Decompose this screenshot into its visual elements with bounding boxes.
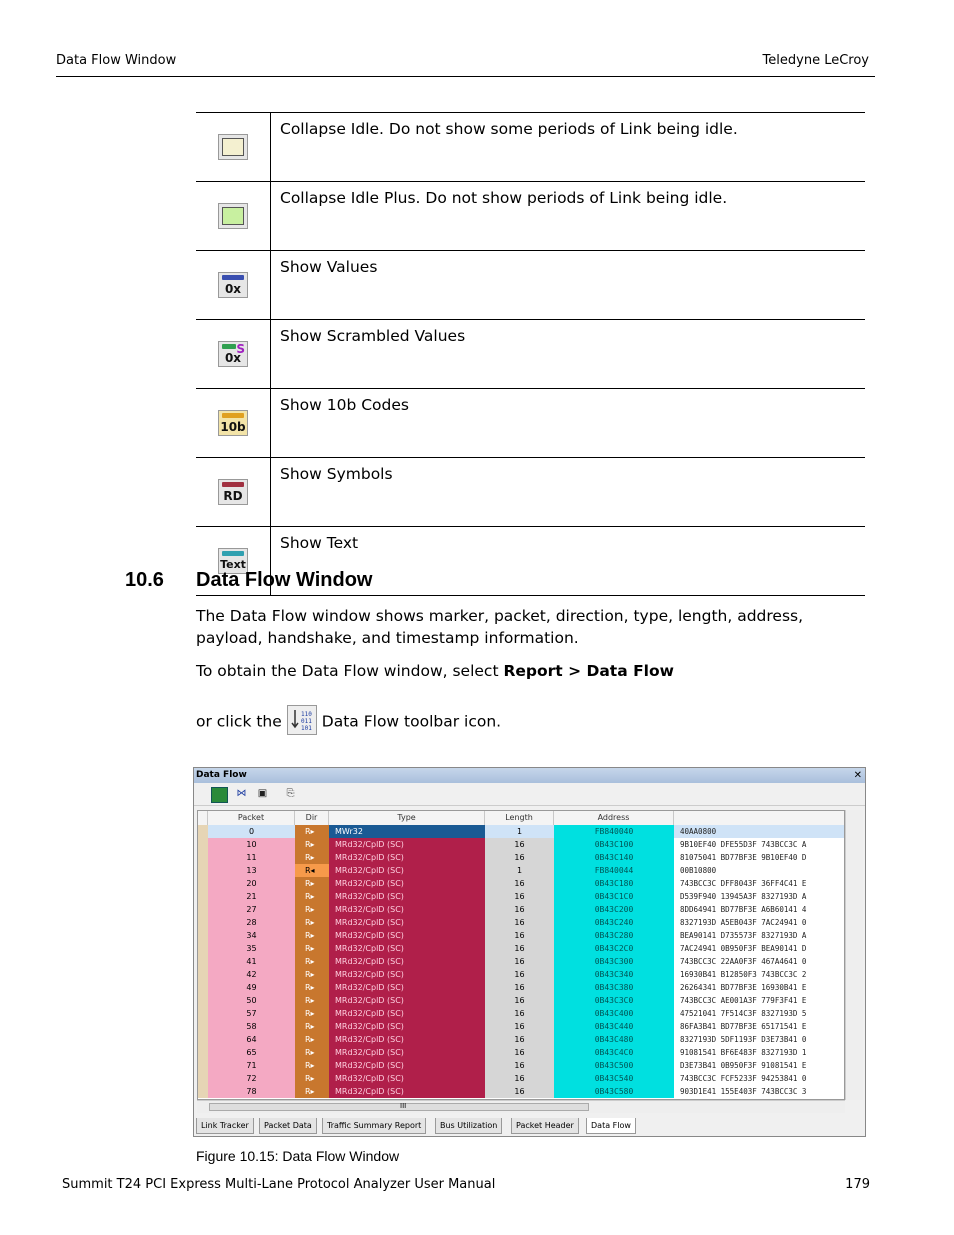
payload-cell: 8DD64941 BD77BF3E A6B60141 4 [680,905,807,914]
row-marker[interactable] [198,981,208,994]
packet-cell: 57 [208,1007,295,1020]
icon-row-show-10b-codes [196,389,865,458]
row-marker[interactable] [198,1072,208,1085]
address-cell: 0B43C400 [554,1007,674,1020]
row-marker[interactable] [198,890,208,903]
svg-text:110: 110 [300,711,312,718]
vertical-scrollbar[interactable] [845,810,863,1100]
window-titlebar [194,768,865,783]
icon-row-show-values [196,251,865,320]
length-cell: 16 [485,1033,554,1046]
payload-cell: 91081541 BF6E483F 8327193D 1 [680,1048,807,1057]
row-marker[interactable] [198,903,208,916]
dir-cell: R▸ [295,981,329,994]
dir-cell: R▸ [295,1007,329,1020]
section-number: 10.6 [125,569,164,591]
table-row[interactable] [198,1033,845,1046]
dir-cell: R▸ [295,838,329,851]
dir-cell: R▸ [295,1059,329,1072]
length-cell: 16 [485,955,554,968]
payload-cell: 26264341 BD77BF3E 16930B41 E [680,983,807,992]
column-header-type[interactable]: Type [329,811,485,825]
dir-cell: R▸ [295,1072,329,1085]
row-marker[interactable] [198,994,208,1007]
address-cell: 0B43C180 [554,877,674,890]
length-cell: 16 [485,942,554,955]
length-cell: 16 [485,1046,554,1059]
marker-header [198,811,208,825]
grid-view-icon[interactable] [211,787,228,803]
type-cell: MRd32/CplD (SC) [329,890,485,903]
address-cell: 0B43C300 [554,955,674,968]
packet-cell: 27 [208,903,295,916]
row-marker[interactable] [198,1059,208,1072]
show-10b-codes-icon: 10b [218,410,248,436]
payload-cell: 9B10EF40 DFE55D3F 743BCC3C A [680,840,807,849]
row-marker[interactable] [198,942,208,955]
payload-cell: 16930B41 B12850F3 743BCC3C 2 [680,970,807,979]
column-header-payload[interactable] [674,811,845,825]
type-cell: MRd32/CplD (SC) [329,838,485,851]
type-cell: MRd32/CplD (SC) [329,903,485,916]
dir-cell: R▸ [295,903,329,916]
packet-cell: 50 [208,994,295,1007]
table-row[interactable] [198,903,845,916]
length-cell: 1 [485,864,554,877]
table-row[interactable] [198,1007,845,1020]
payload-cell: 81075041 BD77BF3E 9B10EF40 D [680,853,807,862]
address-cell: 0B43C480 [554,1033,674,1046]
address-cell: 0B43C440 [554,1020,674,1033]
menu-path: Report > Data Flow [503,662,674,680]
payload-cell: BEA90141 D735573F 8327193D A [680,931,807,940]
length-cell: 16 [485,838,554,851]
row-marker[interactable] [198,1020,208,1033]
length-cell: 16 [485,851,554,864]
packet-cell: 41 [208,955,295,968]
length-cell: 16 [485,994,554,1007]
address-cell: 0B43C380 [554,981,674,994]
section-title: Data Flow Window [196,569,373,591]
row-marker[interactable] [198,1033,208,1046]
packet-cell: 49 [208,981,295,994]
row-marker[interactable] [198,877,208,890]
address-cell: 0B43C580 [554,1085,674,1098]
type-cell: MRd32/CplD (SC) [329,929,485,942]
show-values-icon: 0x [218,272,248,298]
dir-cell: R▸ [295,877,329,890]
icon-desc: Show 10b Codes [271,389,866,458]
length-cell: 16 [485,1085,554,1098]
figure-caption: Figure 10.15: Data Flow Window [196,1148,400,1164]
length-cell: 1 [485,825,554,838]
save-icon[interactable]: ▣ [257,788,268,799]
packet-cell: 20 [208,877,295,890]
tab-packet-header[interactable]: Packet Header [511,1118,579,1134]
column-header-packet[interactable]: Packet [208,811,295,825]
row-marker[interactable] [198,1007,208,1020]
data-flow-window [193,767,866,1137]
export-icon[interactable]: ⎘ [286,788,295,799]
dir-cell: R▸ [295,1033,329,1046]
dir-cell: R▸ [295,890,329,903]
dir-cell: R▸ [295,1085,329,1098]
scroll-thumb[interactable]: III [209,1103,589,1111]
type-cell: MRd32/CplD (SC) [329,1059,485,1072]
payload-cell: 903D1E41 155E403F 743BCC3C 3 [680,1087,807,1096]
type-cell: MRd32/CplD (SC) [329,1046,485,1059]
data-flow-grid [197,810,845,1100]
type-cell: MRd32/CplD (SC) [329,955,485,968]
tab-link-tracker[interactable]: Link Tracker [196,1118,254,1134]
address-cell: FB840040 [554,825,674,838]
length-cell: 16 [485,1020,554,1033]
paragraph-toolbar: or click the 110 011 101 Data Flow toolbar icon. [196,707,866,737]
table-row[interactable] [198,864,845,877]
packet-cell: 11 [208,851,295,864]
table-row[interactable] [198,981,845,994]
show-text-icon: Text [218,548,248,574]
svg-text:011: 011 [300,718,312,725]
payload-cell: 00B10800 [680,866,717,875]
address-cell: 0B43C3C0 [554,994,674,1007]
payload-cell: 47521041 7F514C3F 8327193D 5 [680,1009,807,1018]
type-cell: MRd32/CplD (SC) [329,968,485,981]
header-left: Data Flow Window [56,53,177,68]
dir-cell: R▸ [295,942,329,955]
type-cell: MRd32/CplD (SC) [329,942,485,955]
icon-desc: Collapse Idle. Do not show some periods of Link being idle. [271,113,866,182]
table-row[interactable] [198,1085,845,1098]
packet-cell: 13 [208,864,295,877]
table-row[interactable] [198,1072,845,1085]
row-marker[interactable] [198,851,208,864]
payload-cell: 8327193D 5DF1193F D3E73B41 0 [680,1035,807,1044]
row-marker[interactable] [198,1046,208,1059]
dir-cell: R▸ [295,851,329,864]
row-marker[interactable] [198,929,208,942]
type-cell: MRd32/CplD (SC) [329,916,485,929]
icon-row-collapse-idle-plus [196,182,865,251]
dir-cell: R▸ [295,825,329,838]
row-marker[interactable] [198,968,208,981]
length-cell: 16 [485,903,554,916]
icon-desc: Show Scrambled Values [271,320,866,389]
payload-cell: 86FA3B41 BD77BF3E 65171541 E [680,1022,807,1031]
table-row[interactable] [198,994,845,1007]
address-cell: 0B43C100 [554,838,674,851]
length-cell: 16 [485,1072,554,1085]
table-row[interactable] [198,929,845,942]
packet-cell: 34 [208,929,295,942]
type-cell: MRd32/CplD (SC) [329,864,485,877]
address-cell: 0B43C2C0 [554,942,674,955]
column-header-address[interactable]: Address [554,811,674,825]
packet-cell: 42 [208,968,295,981]
type-cell: MRd32/CplD (SC) [329,994,485,1007]
packet-cell: 72 [208,1072,295,1085]
dir-cell: R▸ [295,916,329,929]
footer-title: Summit T24 PCI Express Multi-Lane Protocol Analyzer User Manual [62,1177,496,1192]
payload-cell: 743BCC3C DFF8043F 36FF4C41 E [680,879,807,888]
table-row[interactable] [198,968,845,981]
payload-cell: 8327193D A5EB043F 7AC24941 0 [680,918,807,927]
table-row[interactable] [198,916,845,929]
packet-cell: 10 [208,838,295,851]
header-rule [56,76,875,77]
row-marker[interactable] [198,864,208,877]
data-flow-toolbar-icon [287,705,317,735]
payload-cell: 743BCC3C FCF5233F 94253841 0 [680,1074,807,1083]
icon-desc: Show Text [271,527,866,596]
address-cell: 0B43C200 [554,903,674,916]
dir-cell: R▸ [295,968,329,981]
tab-bus-utilization[interactable]: Bus Utilization [435,1118,502,1134]
show-symbols-icon: RD [218,479,248,505]
column-header-length[interactable]: Length [485,811,554,825]
close-icon[interactable]: ✕ [853,770,862,781]
length-cell: 16 [485,929,554,942]
dir-cell: R◂ [295,864,329,877]
type-cell: MRd32/CplD (SC) [329,981,485,994]
type-cell: MRd32/CplD (SC) [329,1072,485,1085]
icon-desc: Show Values [271,251,866,320]
icon-desc: Collapse Idle Plus. Do not show periods of Link being idle. [271,182,866,251]
column-header-dir[interactable]: Dir [295,811,329,825]
type-cell: MRd32/CplD (SC) [329,1007,485,1020]
tab-packet-data[interactable]: Packet Data [259,1118,317,1134]
address-cell: 0B43C240 [554,916,674,929]
packet-cell: 65 [208,1046,295,1059]
payload-cell: 743BCC3C AE001A3F 779F3F41 E [680,996,807,1005]
icon-desc: Show Symbols [271,458,866,527]
length-cell: 16 [485,981,554,994]
svg-text:101: 101 [300,725,312,732]
address-cell: 0B43C340 [554,968,674,981]
horizontal-scrollbar[interactable] [197,1100,845,1113]
dir-cell: R▸ [295,1046,329,1059]
type-cell: MWr32 [329,825,485,838]
length-cell: 16 [485,877,554,890]
type-cell: MRd32/CplD (SC) [329,1033,485,1046]
type-cell: MRd32/CplD (SC) [329,1085,485,1098]
icon-row-show-symbols [196,458,865,527]
window-title: Data Flow [196,770,247,780]
row-marker[interactable] [198,838,208,851]
type-cell: MRd32/CplD (SC) [329,1020,485,1033]
bowtie-icon[interactable]: ⋈ [236,788,247,799]
paragraph-obtain: To obtain the Data Flow window, select Report > Data Flow [196,662,674,680]
packet-cell: 58 [208,1020,295,1033]
row-marker[interactable] [198,916,208,929]
table-row[interactable] [198,1046,845,1059]
payload-cell: 7AC24941 0B950F3F BEA90141 D [680,944,807,953]
length-cell: 16 [485,968,554,981]
packet-cell: 21 [208,890,295,903]
address-cell: 0B43C1C0 [554,890,674,903]
packet-cell: 35 [208,942,295,955]
length-cell: 16 [485,916,554,929]
table-row[interactable] [198,838,845,851]
icon-row-collapse-idle [196,113,865,182]
dir-cell: R▸ [295,955,329,968]
packet-cell: 28 [208,916,295,929]
packet-cell: 78 [208,1085,295,1098]
row-marker[interactable] [198,1085,208,1098]
table-row[interactable] [198,942,845,955]
address-cell: 0B43C540 [554,1072,674,1085]
address-cell: 0B43C500 [554,1059,674,1072]
table-row[interactable] [198,1020,845,1033]
type-cell: MRd32/CplD (SC) [329,851,485,864]
icon-row-show-scrambled-values [196,320,865,389]
packet-cell: 0 [208,825,295,838]
collapse-idle-icon [218,134,248,160]
table-row[interactable] [198,851,845,864]
address-cell: 0B43C4C0 [554,1046,674,1059]
address-cell: 0B43C280 [554,929,674,942]
row-marker[interactable] [198,825,208,838]
row-marker[interactable] [198,955,208,968]
window-toolbar [194,783,865,806]
table-row[interactable] [198,825,845,838]
show-scrambled-values-icon: S 0x [218,341,248,367]
address-cell: FB840044 [554,864,674,877]
table-row[interactable] [198,1059,845,1072]
payload-cell: 40AA0800 [674,825,845,838]
table-row[interactable] [198,890,845,903]
type-cell: MRd32/CplD (SC) [329,877,485,890]
payload-cell: 743BCC3C 22AA0F3F 467A4641 0 [680,957,807,966]
paragraph-intro: The Data Flow window shows marker, packet, direction, type, length, address, payload, handshake, and timestamp information. [196,607,804,647]
payload-cell: D539F940 13945A3F 8327193D A [680,892,807,901]
packet-cell: 71 [208,1059,295,1072]
payload-cell: D3E73B41 0B950F3F 91081541 E [680,1061,807,1070]
packet-cell: 64 [208,1033,295,1046]
length-cell: 16 [485,890,554,903]
report-tabs [194,1118,865,1135]
tab-data-flow[interactable]: Data Flow [586,1118,636,1134]
collapse-idle-plus-icon [218,203,248,229]
header-right: Teledyne LeCroy [762,53,869,68]
dir-cell: R▸ [295,994,329,1007]
table-row[interactable] [198,877,845,890]
toolbar-icon-table [196,112,865,596]
page-number: 179 [845,1177,870,1192]
tab-traffic-summary-report[interactable]: Traffic Summary Report [322,1118,426,1134]
table-row[interactable] [198,955,845,968]
dir-cell: R▸ [295,929,329,942]
length-cell: 16 [485,1059,554,1072]
dir-cell: R▸ [295,1020,329,1033]
address-cell: 0B43C140 [554,851,674,864]
length-cell: 16 [485,1007,554,1020]
